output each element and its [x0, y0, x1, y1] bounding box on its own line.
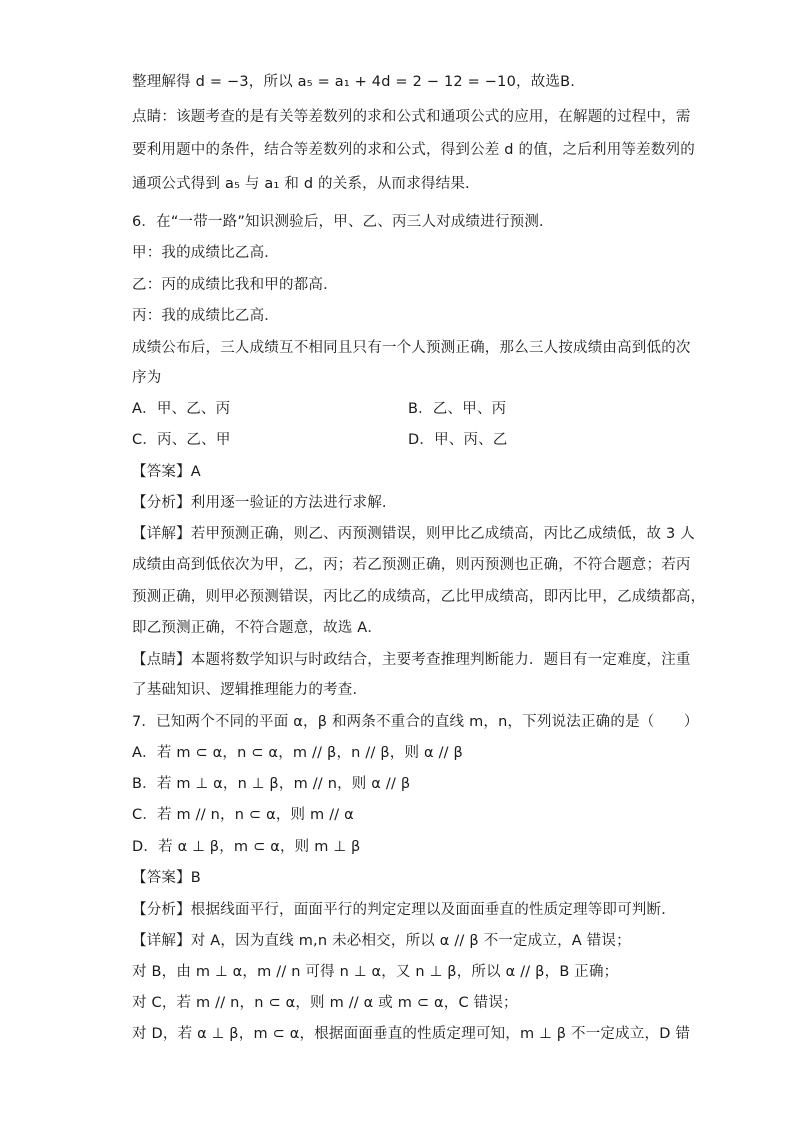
- text-line: 对 C，若 m // n，n ⊂ α，则 m // α 或 m ⊂ α，C 错误；: [132, 995, 518, 1011]
- analysis-line: 【分析】利用逐一验证的方法进行求解.: [132, 495, 387, 511]
- text-line: 要利用题中的条件，结合等差数列的求和公式，得到公差 d 的值，之后利用等差数列的: [132, 142, 695, 158]
- text-line: 预测正确，则甲必预测错误，丙比乙的成绩高，乙比甲成绩高，即丙比甲，乙成绩都高，: [132, 589, 706, 605]
- text-line: 丙：我的成绩比乙高．: [132, 308, 279, 324]
- question-7-stem: 7．已知两个不同的平面 α，β 和两条不重合的直线 m，n，下列说法正确的是（ ）: [132, 714, 699, 730]
- answer-line: 【答案】B: [132, 870, 201, 886]
- text-line: 通项公式得到 a₅ 与 a₁ 和 d 的关系，从而求得结果.: [132, 176, 470, 192]
- answer-line: 【答案】A: [132, 464, 201, 480]
- detail-line: 【详解】对 A，因为直线 m,n 未必相交，所以 α // β 不一定成立，A 错误；: [132, 933, 631, 949]
- option-c: C．丙、乙、甲: [132, 432, 231, 448]
- option-b: B．乙、甲、丙: [408, 401, 507, 417]
- text-line: 对 D，若 α ⊥ β，m ⊂ α，根据面面垂直的性质定理可知，m ⊥ β 不一定成立，D 错: [132, 1026, 691, 1042]
- option-a: A．若 m ⊂ α，n ⊂ α，m // β，n // β，则 α // β: [132, 745, 464, 761]
- text-line: 整理解得 d = −3，所以 a₅ = a₁ + 4d = 2 − 12 = −10，故选B.: [132, 74, 576, 90]
- question-6-stem: 6．在“一带一路”知识测验后，甲、乙、丙三人对成绩进行预测．: [132, 214, 554, 230]
- option-b: B．若 m ⊥ α，n ⊥ β，m // n，则 α // β: [132, 776, 411, 792]
- option-a: A．甲、乙、丙: [132, 401, 231, 417]
- text-line: 乙：丙的成绩比我和甲的都高．: [132, 277, 338, 293]
- detail-line: 【详解】若甲预测正确，则乙、丙预测错误，则甲比乙成绩高，丙比乙成绩低，故 3 人: [132, 526, 695, 542]
- option-d: D．若 α ⊥ β，m ⊂ α，则 m ⊥ β: [132, 839, 361, 855]
- option-c: C．若 m // n，n ⊂ α，则 m // α: [132, 807, 354, 823]
- text-line: 序为: [132, 370, 162, 386]
- option-d: D．甲、丙、乙: [408, 432, 508, 448]
- text-line: 成绩公布后，三人成绩互不相同且只有一个人预测正确，那么三人按成绩由高到低的次: [132, 340, 691, 356]
- text-line: 了基础知识、逻辑推理能力的考查．: [132, 682, 368, 698]
- comment-line: 【点睛】本题将数学知识与时政结合，主要考查推理判断能力．题目有一定难度，注重: [132, 652, 691, 668]
- text-line: 成绩由高到低依次为甲，乙，丙；若乙预测正确，则丙预测也正确，不符合题意；若丙: [132, 557, 691, 573]
- text-line: 点睛：该题考查的是有关等差数列的求和公式和通项公式的应用，在解题的过程中，需: [132, 109, 691, 125]
- text-line: 甲：我的成绩比乙高．: [132, 245, 279, 261]
- text-line: 对 B，由 m ⊥ α，m // n 可得 n ⊥ α，又 n ⊥ β，所以 α // β，B 正确；: [132, 964, 619, 980]
- text-line: 即乙预测正确，不符合题意，故选 A．: [132, 620, 383, 636]
- analysis-line: 【分析】根据线面平行，面面平行的判定定理以及面面垂直的性质定理等即可判断．: [132, 902, 676, 918]
